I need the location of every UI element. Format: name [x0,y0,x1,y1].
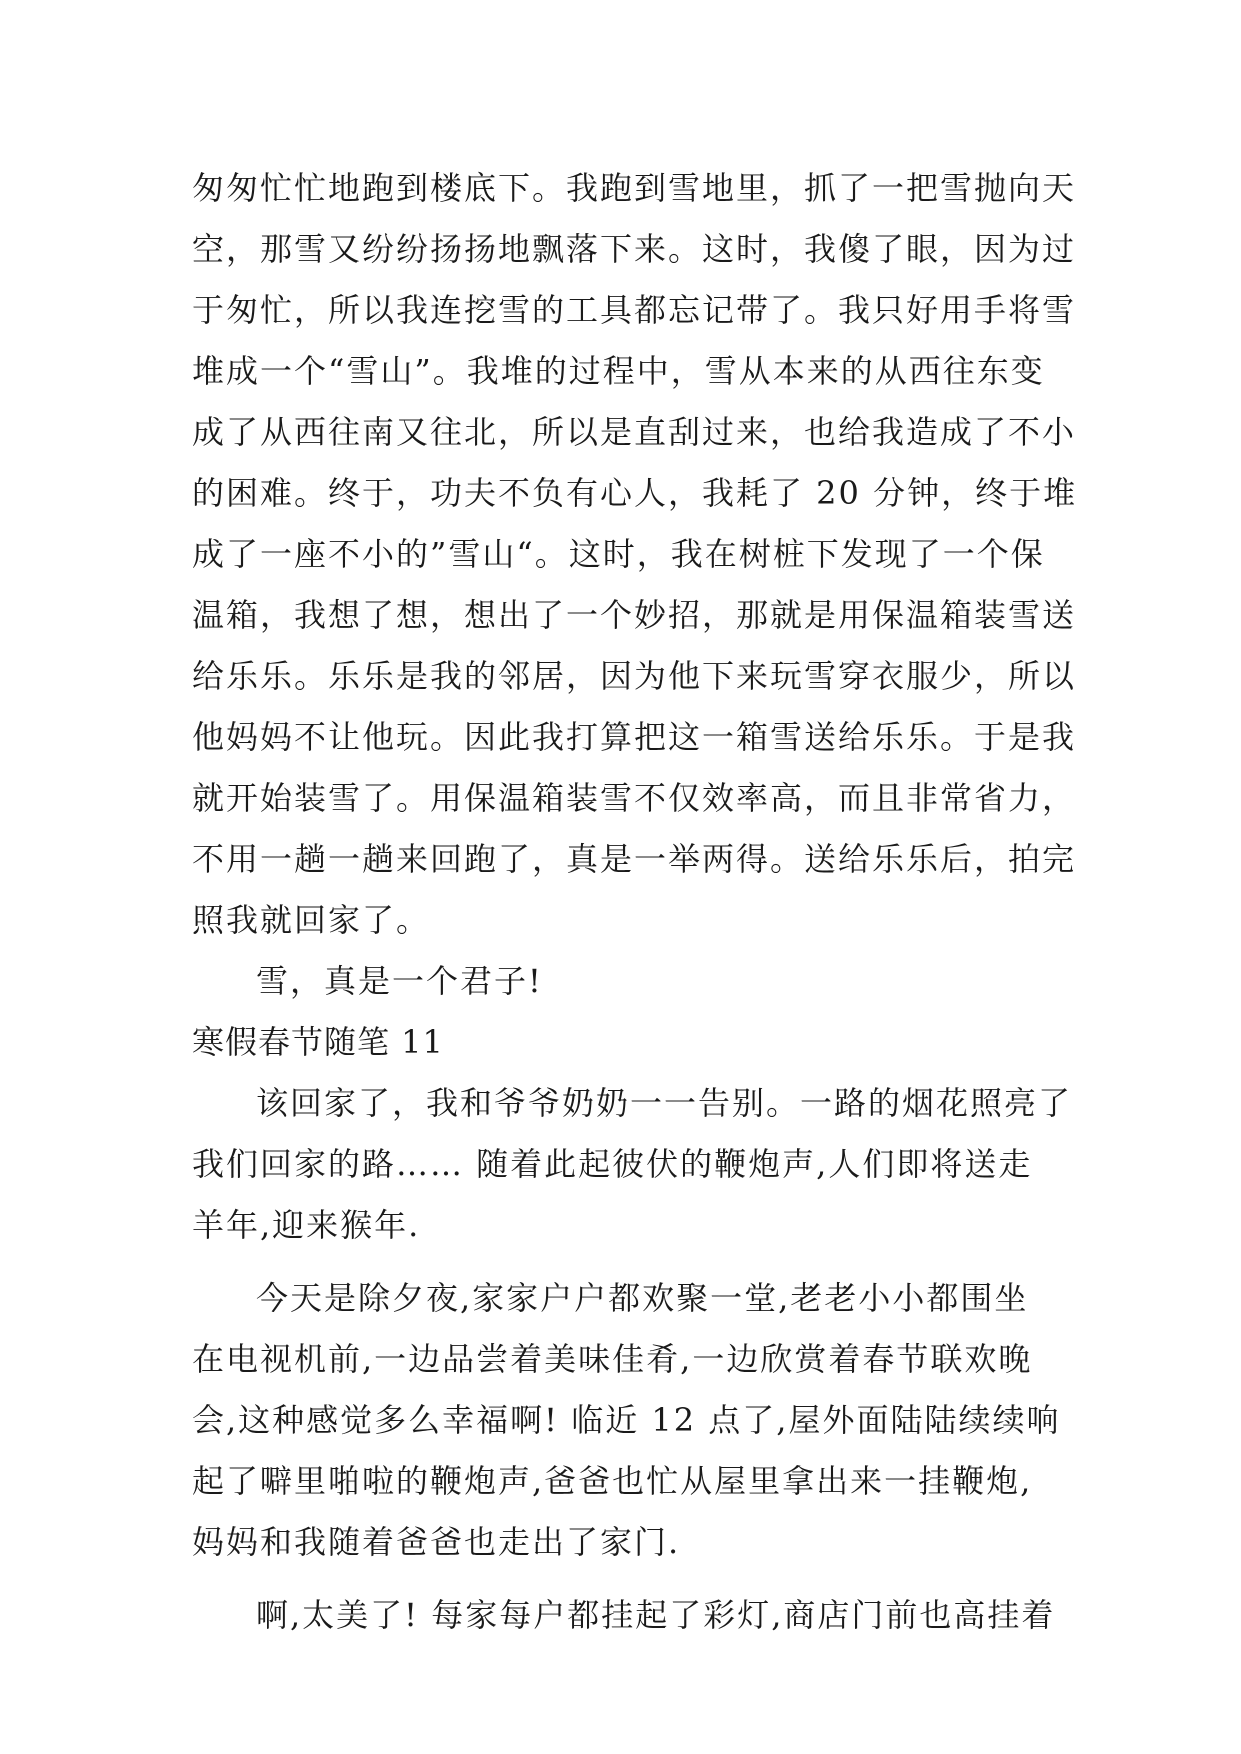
text-line: 我们回家的路…… 随着此起彼伏的鞭炮声,人们即将送走 [192,1145,1033,1183]
text-line: 在电视机前,一边品尝着美味佳肴,一边欣赏着春节联欢晚 [192,1340,1033,1378]
text-line: 啊,太美了! 每家每户都挂起了彩灯,商店门前也高挂着 [256,1596,1056,1634]
text-line: 该回家了，我和爷爷奶奶一一告别。一路的烟花照亮了 [256,1084,1073,1122]
text-line: 不用一趟一趟来回跑了，真是一举两得。送给乐乐后，拍完 [192,840,1077,878]
text-line: 今天是除夕夜,家家户户都欢聚一堂,老老小小都围坐 [256,1279,1029,1317]
text-line: 于匆忙，所以我连挖雪的工具都忘记带了。我只好用手将雪 [192,291,1077,329]
text-line: 妈妈和我随着爸爸也走出了家门. [192,1523,681,1561]
text-line: 温箱，我想了想，想出了一个妙招，那就是用保温箱装雪送 [192,596,1077,634]
text-line: 照我就回家了。 [192,901,431,939]
text-line: 会,这种感觉多么幸福啊! 临近 12 点了,屋外面陆陆续续响 [192,1401,1061,1439]
text-line: 起了噼里啪啦的鞭炮声,爸爸也忙从屋里拿出来一挂鞭炮, [192,1462,1033,1500]
text-line: 给乐乐。乐乐是我的邻居，因为他下来玩雪穿衣服少，所以 [192,657,1077,695]
text-line: 匆匆忙忙地跑到楼底下。我跑到雪地里，抓了一把雪抛向天 [192,169,1077,207]
text-line: 成了从西往南又往北，所以是直刮过来，也给我造成了不小 [192,413,1077,451]
paragraph-going-home [192,1073,1073,1256]
text-line: 他妈妈不让他玩。因此我打算把这一箱雪送给乐乐。于是我 [192,718,1077,756]
closing-line: 雪，真是一个君子! [256,962,543,1000]
text-line: 空，那雪又纷纷扬扬地飘落下来。这时，我傻了眼，因为过 [192,230,1077,268]
text-line: 就开始装雪了。用保温箱装雪不仅效率高，而且非常省力， [192,779,1077,817]
paragraph-lanterns [192,1585,1060,1646]
text-line: 的困难。终于，功夫不负有心人，我耗了 20 分钟，终于堆 [192,474,1078,512]
text-line: 堆成一个“雪山”。我堆的过程中，雪从本来的从西往东变 [192,352,1045,390]
paragraph-new-years-eve [192,1268,1060,1573]
text-line: 羊年,迎来猴年. [192,1206,421,1244]
paragraph-snow [192,158,1078,951]
document-page [192,158,1078,1646]
text-line: 成了一座不小的”雪山“。这时，我在树桩下发现了一个保 [192,535,1045,573]
essay-title: 寒假春节随笔 11 [192,1023,444,1061]
